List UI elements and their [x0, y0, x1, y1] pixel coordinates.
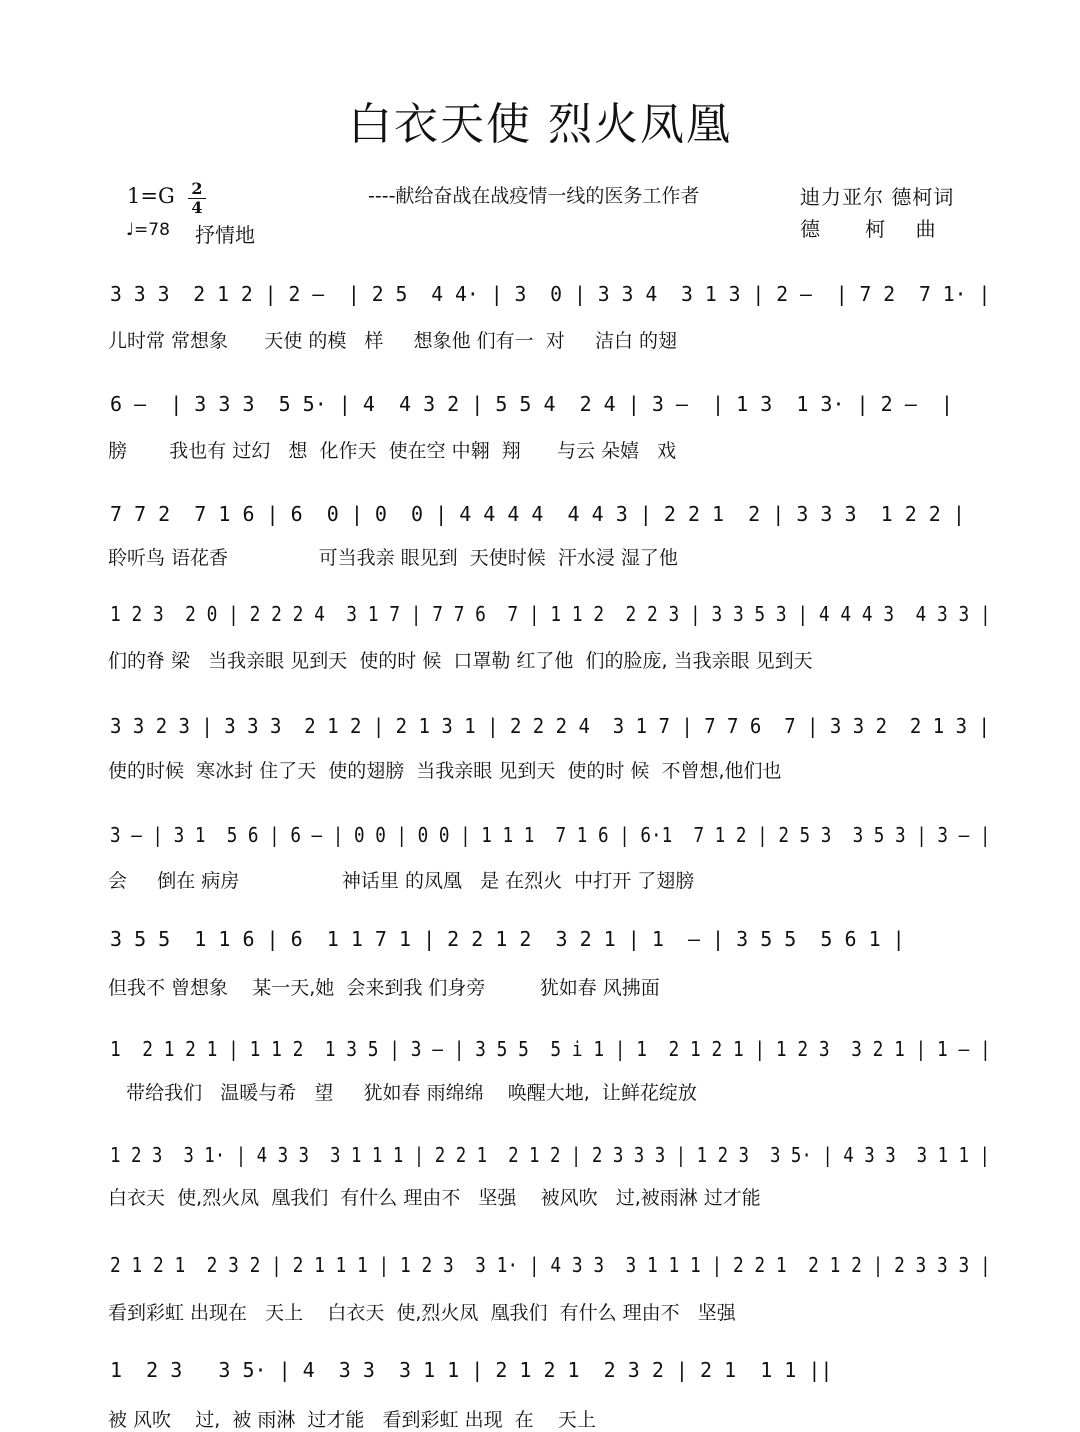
notation-row: 1 2 3 3 5· | 4 3 3 3 1 1 | 2 1 2 1 2 3 2 | 2 1 1 1 ||	[110, 1358, 833, 1382]
lyricist-credit: 迪力亚尔 德柯词	[800, 185, 955, 209]
lyric-row: 带给我们 温暖与希 望 犹如春 雨绵绵 唤醒大地, 让鲜花绽放	[108, 1082, 697, 1104]
expression-marking: 抒情地	[195, 223, 255, 247]
notation-row: 2 1 2 1 2 3 2 | 2 1 1 1 | 1 2 3 3 1· | 4 3 3 3 1 1 1 | 2 2 1 2 1 2 | 2 3 3 3 |	[110, 1253, 991, 1277]
time-signature-numerator: 2	[191, 179, 203, 198]
lyric-row: 白衣天 使,烈火凤 凰我们 有什么 理由不 坚强 被风吹 过,被雨淋 过才能	[108, 1187, 761, 1209]
lyric-row: 被 风吹 过, 被 雨淋 过才能 看到彩虹 出现 在 天上	[108, 1409, 596, 1431]
lyric-row: 会 倒在 病房 神话里 的凤凰 是 在烈火 中打开 了翅膀	[108, 870, 695, 892]
notation-row: 6 – | 3 3 3 5 5· | 4 4 3 2 | 5 5 4 2 4 | 3 – | 1 3 1 3· | 2 – |	[110, 392, 953, 416]
dedication: ----献给奋战在战疫情一线的医务工作者	[368, 185, 700, 207]
lyric-row: 聆听鸟 语花香 可当我亲 眼见到 天使时候 汗水浸 湿了他	[108, 547, 678, 569]
composer-credit: 德 柯 曲	[800, 217, 937, 241]
lyric-row: 膀 我也有 过幻 想 化作天 使在空 中翱 翔 与云 朵嬉 戏	[108, 440, 677, 462]
song-title: 白衣天使 烈火凤凰	[348, 99, 732, 150]
lyric-row: 儿时常 常想象 天使 的模 样 想象他 们有一 对 洁白 的翅	[108, 330, 677, 352]
notation-row: 3 3 3 2 1 2 | 2 – | 2 5 4 4· | 3 0 | 3 3 4 3 1 3 | 2 – | 7 2 7 1· |	[110, 282, 991, 306]
notation-row: 3 – | 3 1 5 6 | 6 – | 0 0 | 0 0 | 1 1 1 7 1 6 | 6·1 7 1 2 | 2 5 3 3 5 3 | 3 – |	[110, 823, 991, 847]
notation-row: 1 2 1 2 1 | 1 1 2 1 3 5 | 3 – | 3 5 5 5 i 1 | 1 2 1 2 1 | 1 2 3 3 2 1 | 1 – |	[110, 1037, 991, 1061]
tempo-marking: ♩=78	[126, 220, 170, 240]
time-signature	[188, 181, 206, 216]
notation-row: 3 3 2 3 | 3 3 3 2 1 2 | 2 1 3 1 | 2 2 2 4 3 1 7 | 7 7 6 7 | 3 3 2 2 1 3 |	[110, 714, 990, 738]
notation-row: 3 5 5 1 1 6 | 6 1 1 7 1 | 2 2 1 2 3 2 1 | 1 – | 3 5 5 5 6 1 |	[110, 927, 905, 951]
time-signature-denominator: 4	[191, 198, 203, 217]
notation-row: 1 2 3 3 1· | 4 3 3 3 1 1 1 | 2 2 1 2 1 2 | 2 3 3 3 | 1 2 3 3 5· | 4 3 3 3 1 1 |	[110, 1143, 990, 1167]
lyric-row: 看到彩虹 出现在 天上 白衣天 使,烈火凤 凰我们 有什么 理由不 坚强	[108, 1302, 736, 1324]
notation-row: 1 2 3 2 0 | 2 2 2 4 3 1 7 | 7 7 6 7 | 1 1 2 2 2 3 | 3 3 5 3 | 4 4 4 3 4 3 3 |	[110, 602, 991, 626]
lyric-row: 们的脊 梁 当我亲眼 见到天 使的时 候 口罩勒 红了他 们的脸庞, 当我亲眼 见到天	[108, 650, 813, 672]
key-signature: 1=G	[127, 184, 175, 208]
lyric-row: 但我不 曾想象 某一天,她 会来到我 们身旁 犹如春 风拂面	[108, 977, 660, 999]
notation-row: 7 7 2 7 1 6 | 6 0 | 0 0 | 4 4 4 4 4 4 3 | 2 2 1 2 | 3 3 3 1 2 2 |	[110, 502, 965, 526]
lyric-row: 使的时候 寒冰封 住了天 使的翅膀 当我亲眼 见到天 使的时 候 不曾想,他们也	[108, 760, 782, 782]
